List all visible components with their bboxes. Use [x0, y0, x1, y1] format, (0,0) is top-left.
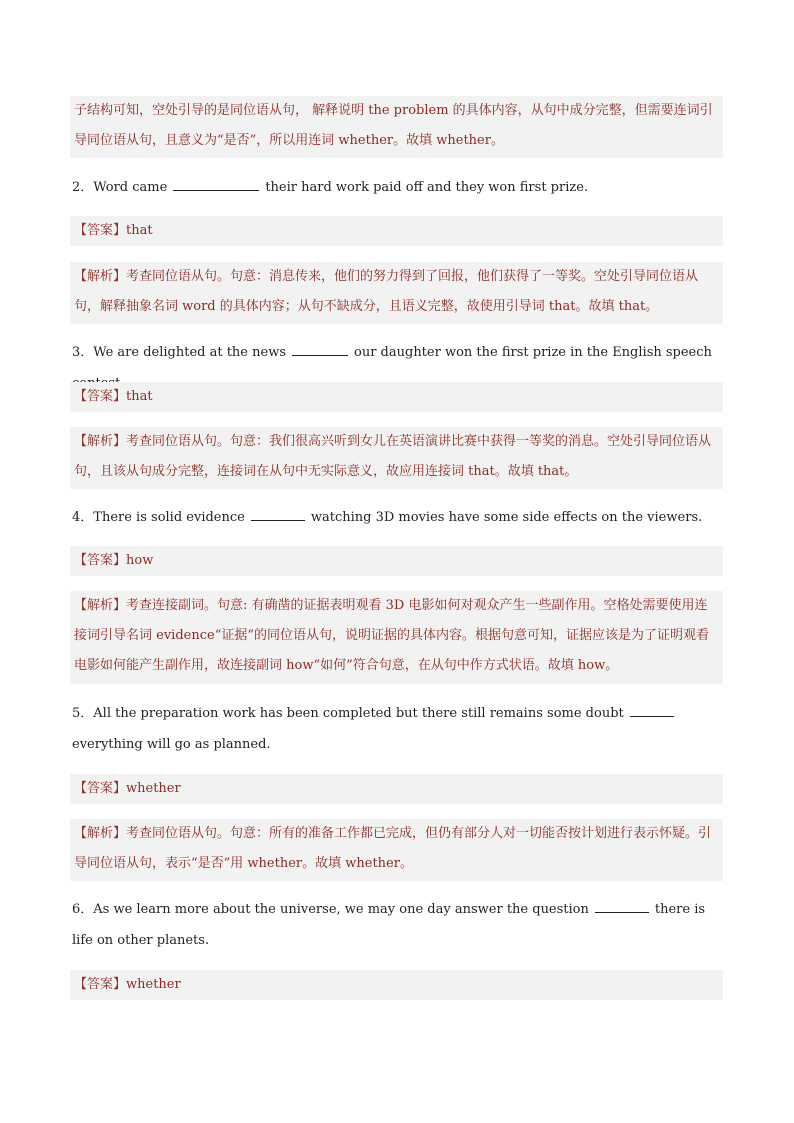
analysis-text: 考查同位语从句。句意：我们很高兴听到女儿在英语演讲比赛中获得一等奖的消息。空处引导同位语从句，且该从句成分完整，连接词在从句中无实际意义，故应用连接词 that。故填 that。 [74, 434, 712, 479]
answer-box-5 [70, 774, 723, 804]
answer-box-2 [70, 216, 723, 246]
question-4 [72, 502, 722, 533]
question-5 [72, 698, 722, 760]
question-text-before: We are delighted at the news [93, 345, 286, 360]
answer-label: 【答案】 [74, 223, 127, 238]
answer-label: 【答案】 [74, 389, 127, 404]
question-text-after: everything will go as planned. [72, 737, 271, 752]
answer-blank [173, 189, 259, 191]
question-text-before: All the preparation work has been completed but there still remains some doubt [93, 706, 624, 721]
analysis-box-2 [70, 262, 723, 324]
question-number: 2． [72, 180, 94, 195]
answer-blank [595, 911, 649, 913]
analysis-text: 子结构可知，空处引导的是同位语从句， 解释说明 the problem 的具体内容，从句中成分完整，但需要连词引导同位语从句，且意义为“是否”，所以用连词 whether。故填 whether。 [74, 103, 713, 148]
question-text-after: watching 3D movies have some side effects on the viewers. [310, 510, 703, 525]
analysis-label: 【解析】 [74, 269, 127, 284]
question-text-after: our daughter won the first prize in the English speech [354, 345, 712, 360]
answer-value: how [126, 553, 154, 568]
answer-blank [630, 715, 674, 717]
answer-label: 【答案】 [74, 977, 127, 992]
answer-value: that [126, 223, 153, 238]
question-text-before: As we learn more about the universe, we may one day answer the question [93, 902, 589, 917]
analysis-text: 考查同位语从句。句意：消息传来，他们的努力得到了回报，他们获得了一等奖。空处引导同位语从句，解释抽象名词 word 的具体内容；从句不缺成分，且语义完整，故使用引导词 that。故填 that。 [74, 269, 699, 314]
question-6 [72, 894, 722, 956]
answer-blank [251, 519, 305, 521]
question-text-after: there is life on other planets. [72, 902, 706, 948]
question-number: 4． [72, 510, 94, 525]
answer-value: whether [126, 977, 181, 992]
answer-value: whether [126, 781, 181, 796]
analysis-box-3 [70, 427, 723, 489]
answer-box-4 [70, 546, 723, 576]
analysis-label: 【解析】 [74, 826, 127, 841]
analysis-continuation [70, 96, 723, 158]
analysis-box-5 [70, 819, 723, 881]
analysis-box-4 [70, 591, 723, 684]
question-text-after: their hard work paid off and they won first prize. [265, 180, 589, 195]
question-text-before: Word came [93, 180, 168, 195]
question-number: 6． [72, 902, 94, 917]
question-text-before: There is solid evidence [93, 510, 245, 525]
answer-blank [292, 354, 348, 356]
analysis-text: 考查连接副词。句意: 有确凿的证据表明观看 3D 电影如何对观众产生一些副作用。空格处需要使用连接词引导名词 evidence“证据”的同位语从句，说明证据的具体内容。根据句意可知，证据应该是为了证明观看电影如何能产生副作用，故连接副词 how“如何”符合句意，在从句中作方式状语。故填 how。 [74, 598, 709, 673]
answer-box-6 [70, 970, 723, 1000]
analysis-label: 【解析】 [74, 598, 127, 613]
question-2 [72, 172, 722, 203]
answer-label: 【答案】 [74, 553, 127, 568]
analysis-label: 【解析】 [74, 434, 127, 449]
answer-label: 【答案】 [74, 781, 127, 796]
question-number: 3． [72, 345, 94, 360]
answer-box-3 [70, 382, 723, 412]
analysis-text: 考查同位语从句。句意：所有的准备工作都已完成，但仍有部分人对一切能否按计划进行表示怀疑。引导同位语从句，表示“是否”用 whether。故填 whether。 [74, 826, 712, 871]
answer-value: that [126, 389, 153, 404]
question-number: 5． [72, 706, 94, 721]
